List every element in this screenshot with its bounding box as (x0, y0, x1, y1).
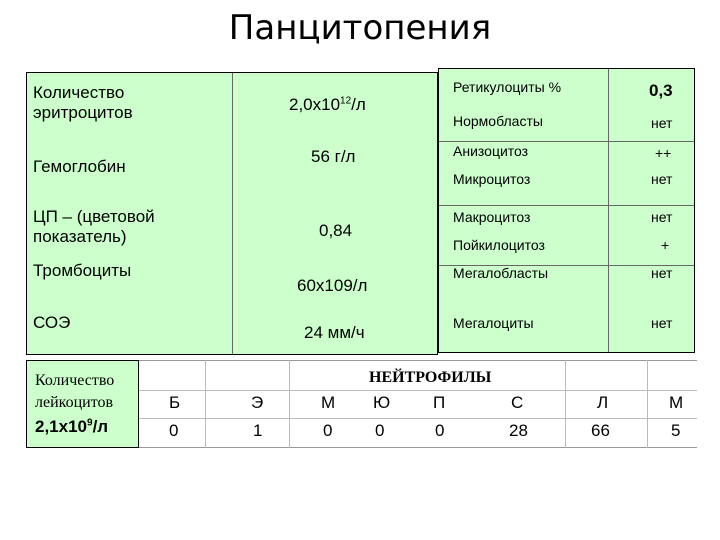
col-header-b: Б (169, 393, 181, 412)
esr-label: СОЭ (33, 313, 71, 332)
megaloblasts-label: Мегалобласты (453, 265, 549, 281)
reticulocytes-label: Ретикулоциты % (453, 79, 562, 95)
macrocytosis-value: нет (651, 209, 673, 225)
col-header-p: П (433, 393, 446, 412)
col-header-l: Л (597, 393, 609, 412)
page-title: Панцитопения (228, 8, 492, 48)
poikilocytosis-label: Пойкилоцитоз (453, 237, 545, 253)
hemoglobin-value: 56 г/л (311, 147, 356, 166)
megalocytes-label: Мегалоциты (453, 315, 534, 331)
leukocytes-count: $2,1х10^9/л$ (35, 417, 109, 436)
neutrophils-header: НЕЙТРОФИЛЫ (369, 369, 492, 386)
value-e: 1 (253, 421, 263, 440)
value-p: 0 (435, 421, 445, 440)
platelets-label: Тромбоциты (33, 261, 132, 280)
value-m2: 5 (671, 421, 681, 440)
esr-value: 24 мм/ч (304, 323, 365, 342)
value-l: 66 (591, 421, 610, 440)
hemoglobin-label: Гемоглобин (33, 157, 126, 176)
col-header-e: Э (251, 393, 264, 412)
value-b: 0 (169, 421, 179, 440)
value-m: 0 (323, 421, 333, 440)
megaloblasts-value: нет (651, 265, 673, 281)
anisocytosis-label: Анизоцитоз (453, 143, 529, 159)
value-yu: 0 (375, 421, 385, 440)
megalocytes-value: нет (651, 315, 673, 331)
color-index-label: ЦП – (цветовой показатель) (33, 207, 155, 246)
microcytosis-label: Микроцитоз (453, 171, 531, 187)
erythrocytes-label: Количество эритроцитов (33, 83, 133, 122)
col-header-s: С (511, 393, 524, 412)
poikilocytosis-value: + (661, 237, 670, 253)
leukocyte-count-box (26, 360, 139, 448)
platelets-value: 60х109/л (297, 276, 368, 295)
leukocytes-label-line1: Количество (35, 372, 115, 389)
normoblasts-label: Нормобласты (453, 113, 543, 129)
macrocytosis-label: Макроцитоз (453, 209, 531, 225)
erythrocyte-panel (26, 72, 438, 355)
leukogram-table (139, 360, 697, 448)
col-header-m2: М (669, 393, 684, 412)
morphology-panel (438, 68, 695, 353)
anisocytosis-value: ++ (655, 145, 672, 161)
reticulocytes-value: 0,3 (649, 81, 673, 100)
erythrocytes-value: $2,0х10^{12}/л$ (289, 95, 366, 114)
normoblasts-value: нет (651, 115, 673, 131)
value-s: 28 (509, 421, 528, 440)
microcytosis-value: нет (651, 171, 673, 187)
col-header-yu: Ю (373, 393, 391, 412)
color-index-value: 0,84 (319, 221, 353, 240)
col-header-m: М (321, 393, 336, 412)
leukocytes-label-line2: лейкоцитов (35, 394, 114, 411)
